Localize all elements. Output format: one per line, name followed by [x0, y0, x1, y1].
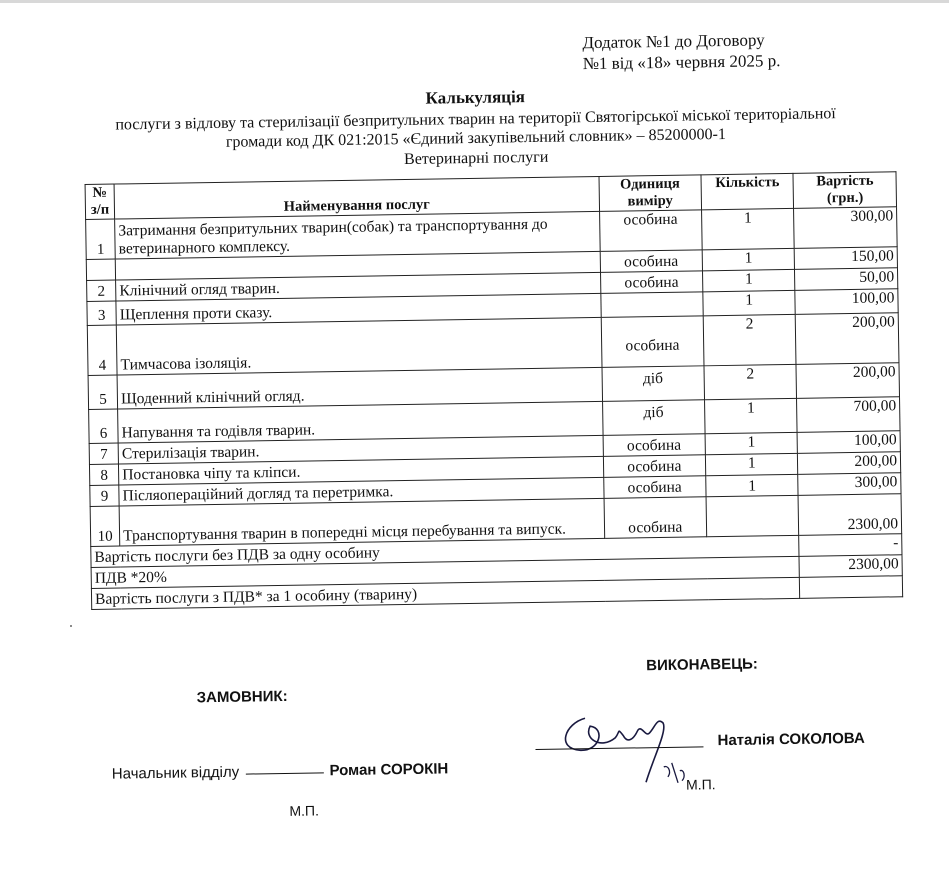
row-num: 1: [86, 219, 116, 259]
row-num: 10: [90, 506, 120, 546]
row-num: 8: [89, 464, 118, 485]
executor-name: Наталія СОКОЛОВА: [717, 729, 865, 750]
header-price: Вартість (грн.): [793, 172, 896, 209]
row-price: 300,00: [798, 473, 901, 496]
row-qty: 1: [705, 432, 798, 454]
row-name: Щеплення проти сказу.: [116, 293, 601, 325]
row-qty: [706, 495, 799, 536]
row-qty: 1: [702, 248, 795, 270]
executor-label: ВИКОНАВЕЦЬ:: [646, 655, 759, 675]
row-name: Післяопераційний догляд та перетримка.: [119, 477, 604, 506]
row-qty: 1: [706, 474, 799, 496]
customer-signature-line: [112, 760, 449, 782]
customer-label: ЗАМОВНИК:: [196, 687, 288, 707]
signature-blank: [245, 772, 323, 774]
summary-label: Вартість послуги з ПДВ* за 1 особину (тварину): [91, 577, 800, 609]
customer-position: Начальник відділу: [111, 763, 240, 783]
row-name: Постановка чіпу та кліпси.: [119, 456, 604, 485]
row-price: 100,00: [795, 289, 898, 315]
row-unit: особина: [600, 250, 703, 273]
row-price: 150,00: [795, 247, 898, 270]
row-name: Затримання безпритульних тварин(собак) та транспортування до ветеринарного комплексу.: [115, 211, 600, 259]
row-unit: діб: [602, 366, 705, 402]
customer-stamp-place: М.П.: [289, 802, 320, 819]
executor-stamp-place: М.П.: [685, 776, 716, 793]
row-name: Транспортування тварин в попередні місця перебування та випуск.: [119, 498, 604, 546]
row-price: 700,00: [797, 397, 900, 433]
row-num: 3: [87, 301, 117, 325]
document-subtitle-category: Ветеринарні послуги: [403, 148, 549, 169]
row-price: 50,00: [795, 268, 898, 291]
row-qty: 1: [705, 398, 798, 433]
row-price: 100,00: [798, 431, 901, 454]
document-title: Калькуляція: [425, 87, 526, 108]
header-qty: Кількість: [701, 173, 794, 209]
summary-value: 2300,00: [799, 555, 902, 578]
row-num: 9: [90, 485, 119, 506]
row-num: 5: [88, 375, 118, 409]
summary-label: Вартість послуги без ПДВ за одну особину: [91, 535, 800, 567]
row-qty: 2: [704, 364, 797, 399]
row-qty: 2: [703, 314, 796, 365]
row-num: 4: [87, 325, 117, 375]
row-unit: діб: [602, 400, 705, 436]
row-unit: особина: [599, 210, 702, 252]
header-unit: Одиниця виміру: [599, 175, 702, 212]
row-unit: особина: [603, 434, 706, 457]
row-unit: особина: [604, 497, 707, 539]
row-num: 2: [87, 280, 116, 301]
summary-value: [800, 576, 903, 599]
row-unit: [600, 292, 703, 318]
customer-name: Роман СОРОКІН: [329, 760, 449, 780]
row-num: [86, 259, 115, 280]
row-name: Стерилізація тварин.: [118, 435, 603, 464]
row-name: Клінічний огляд тварин.: [116, 272, 601, 301]
row-qty: 1: [705, 453, 798, 475]
row-unit: особина: [603, 476, 706, 499]
summary-value: -: [799, 534, 902, 557]
row-price: 200,00: [798, 452, 901, 475]
row-price: 2300,00: [799, 494, 902, 536]
row-unit: особина: [600, 271, 703, 294]
row-name: Тимчасова ізоляція.: [116, 317, 601, 375]
calculation-table: [85, 171, 904, 610]
row-price: 200,00: [796, 313, 899, 365]
header-name: Найменування послуг: [114, 176, 599, 219]
row-num: 7: [89, 443, 118, 464]
scan-speck: [70, 625, 72, 627]
summary-label: ПДВ *20%: [91, 556, 800, 588]
signature-blank: [535, 746, 703, 750]
row-price: 300,00: [794, 207, 897, 249]
row-qty: 1: [702, 208, 795, 249]
annex-line-1: Додаток №1 до Договору: [582, 30, 765, 53]
row-price: 200,00: [796, 363, 899, 399]
header-num: № з/п: [85, 184, 115, 219]
row-name: Щоденний клінічний огляд.: [117, 367, 602, 409]
row-num: 6: [89, 409, 119, 443]
row-unit: особина: [603, 455, 706, 478]
document-subtitle: послуги з відлову та стерилізації безпритульних тварин на території Святогірської міської територіальної громади код ДК 021:2015 «Єдиний закупівельний словник» – 85200000-1: [115, 105, 836, 151]
row-qty: 1: [703, 269, 796, 291]
row-unit: особина: [601, 316, 704, 368]
annex-line-2: №1 від «18» червня 2025 р.: [582, 51, 781, 74]
annex-reference: [582, 29, 780, 74]
row-qty: 1: [703, 290, 796, 315]
row-name: Напування та годівля тварин.: [118, 401, 603, 443]
